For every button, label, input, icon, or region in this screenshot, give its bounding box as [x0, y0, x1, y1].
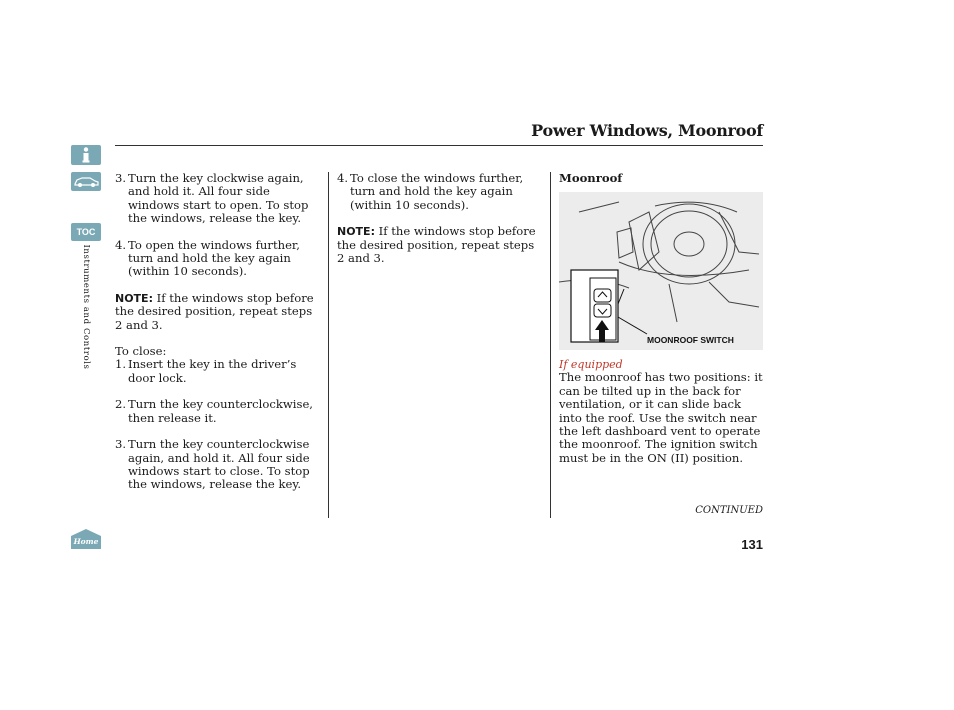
home-icon: [71, 529, 101, 549]
home-button[interactable]: [71, 529, 101, 549]
home-label: Home: [73, 537, 99, 546]
page-number: 131: [741, 537, 763, 552]
open-step-4: [115, 239, 321, 279]
to-close-heading: To close:: [115, 344, 167, 359]
note: [115, 292, 321, 332]
column-2: [337, 172, 543, 265]
step-number: 4.: [115, 237, 127, 252]
step-number: 1.: [115, 357, 127, 372]
toc-button[interactable]: [71, 223, 101, 241]
close-step-3: [115, 438, 321, 492]
note: [337, 225, 543, 265]
close-step-1: [115, 358, 321, 385]
note-text: If the windows stop before the desired position, repeat steps 2 and 3.: [115, 290, 314, 332]
open-step-3: [115, 172, 321, 226]
toc-label: TOC: [76, 227, 96, 237]
vehicle-button[interactable]: [71, 172, 101, 191]
step-text: Turn the key clockwise again, and hold it. All four side windows start to open. To stop the windows, release the key.: [128, 171, 309, 226]
car-icon: [71, 172, 101, 191]
close-step-2: [115, 398, 321, 425]
step-number: 3.: [115, 437, 127, 452]
moonroof-description: The moonroof has two positions: it can be tilted up in the back for ventilation, or it can slide back into the roof. Use the switch near the left dashboard vent to operate the moonroof. The ignition switch must be in the ON (II) position.: [559, 370, 763, 465]
if-equipped-note: If equipped: [559, 358, 623, 371]
step-number: 3.: [115, 171, 127, 185]
step-number: 4.: [337, 171, 349, 185]
info-icon: [71, 145, 101, 165]
section-tab[interactable]: [79, 246, 93, 376]
continued-label: CONTINUED: [695, 505, 763, 516]
close-step-4: [337, 172, 543, 212]
note-text: If the windows stop before the desired position, repeat steps 2 and 3.: [337, 224, 536, 266]
step-text: To close the windows further, turn and hold the key again (within 10 seconds).: [350, 171, 524, 212]
section-label: Instruments and Controls: [81, 244, 91, 370]
column-divider: [328, 172, 329, 518]
column-3-text: [559, 358, 763, 465]
step-number: 2.: [115, 397, 127, 412]
note-label: NOTE:: [115, 291, 153, 305]
step-text: To open the windows further, turn and hold the key again (within 10 seconds).: [128, 237, 300, 279]
page-title: Power Windows, Moonroof: [531, 121, 763, 140]
note-label: NOTE:: [337, 225, 375, 239]
info-button[interactable]: [71, 145, 101, 165]
column-1: [115, 172, 321, 492]
moonroof-illustration: [559, 192, 763, 350]
header-rule: [115, 145, 763, 146]
dashboard-illustration: [559, 192, 763, 350]
column-divider: [550, 172, 551, 518]
step-text: Turn the key counterclockwise again, and hold it. All four side windows start to close. To stop the windows, release the key.: [128, 437, 310, 492]
figure-label: MOONROOF SWITCH: [647, 335, 734, 345]
step-text: Turn the key counterclockwise, then release it.: [128, 397, 313, 425]
moonroof-heading: Moonroof: [559, 171, 623, 185]
step-text: Insert the key in the driver’s door lock.: [128, 357, 297, 385]
